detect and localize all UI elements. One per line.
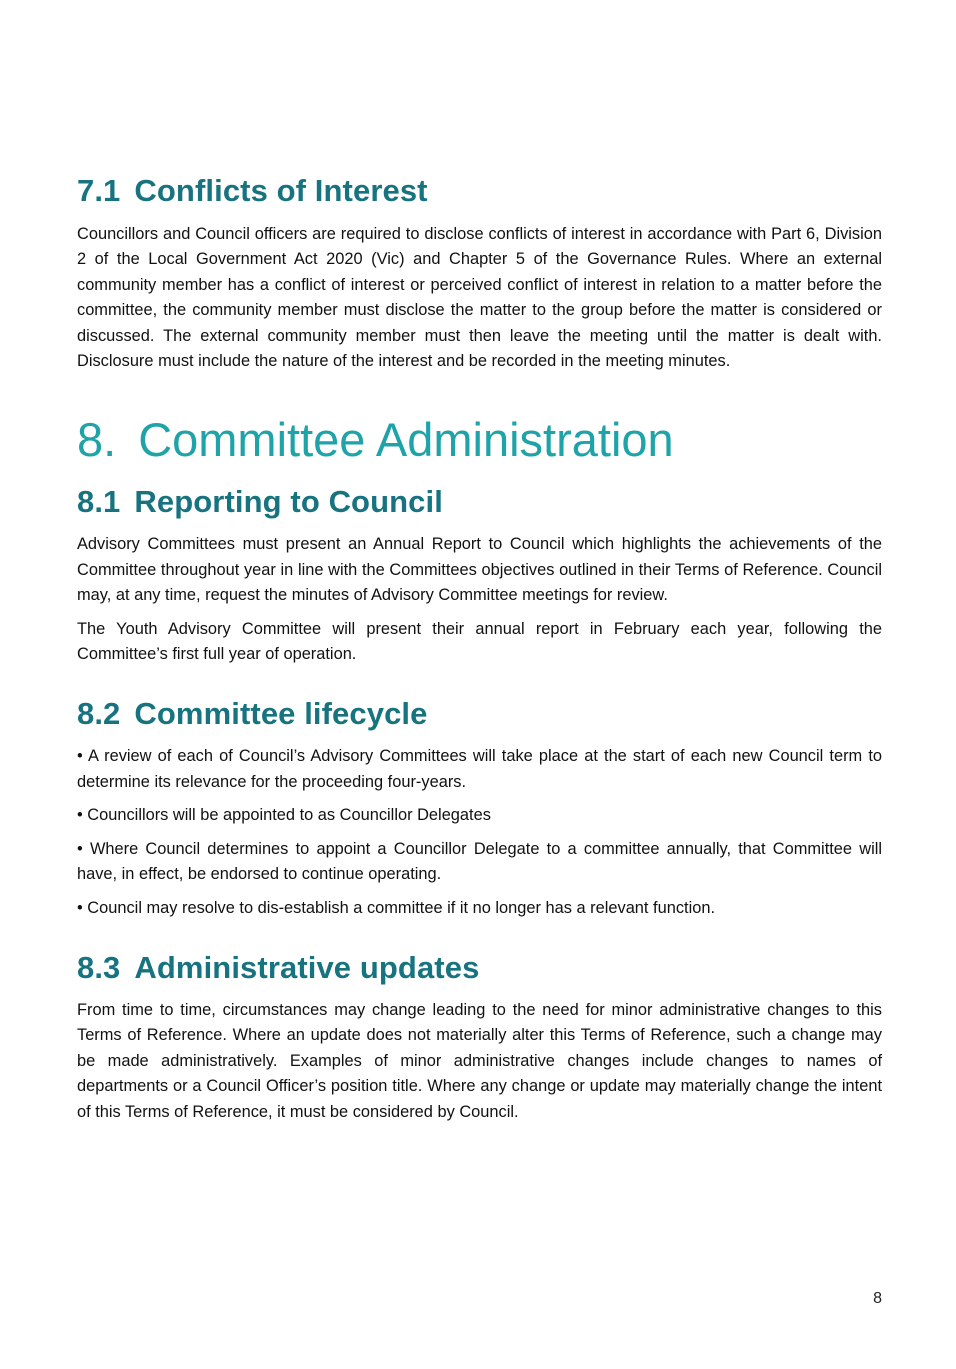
section-8-3-administrative-updates: [77, 948, 882, 1125]
bullet-item: • Councillors will be appointed to as Councillor Delegates: [77, 806, 491, 825]
paragraph: Advisory Committees must present an Annual Report to Council which highlights the achievements of the Committee throughout year in line with the Committees objectives outlined in their Terms of Reference. Council may, at any time, request the minutes of Advisory Committee meetings for review.: [77, 535, 882, 605]
bullet-item: • A review of each of Council’s Advisory Committees will take place at the start of each new Council term to determine its relevance for the proceeding four-years.: [77, 747, 882, 791]
heading-7-1: [77, 171, 882, 211]
heading-title: Reporting to Council: [134, 484, 443, 520]
heading-number: 8.1: [77, 484, 121, 520]
paragraph: From time to time, circumstances may change leading to the need for minor administrative changes to this Terms of Reference. Where an update does not materially alter this Terms of Reference, such a change may be made administratively. Examples of minor administrative changes include changes to names of departments or a Council Officer’s position title. Where any change or update may materially change the intent of this Terms of Reference, it must be considered by Council.: [77, 1000, 882, 1121]
heading-8-2: [77, 694, 882, 734]
page-content: [77, 171, 882, 1125]
paragraph: The Youth Advisory Committee will present their annual report in February each year, following the Committee’s first full year of operation.: [77, 619, 882, 664]
section-8-committee-administration: [77, 412, 882, 468]
heading-8-3: [77, 948, 882, 988]
heading-number: 7.1: [77, 173, 121, 208]
heading-title: Committee lifecycle: [134, 696, 428, 732]
heading-number: 8.: [77, 413, 117, 467]
bullet-item: • Council may resolve to dis-establish a committee if it no longer has a relevant function.: [77, 898, 715, 917]
heading-8: [77, 412, 882, 468]
heading-title: Conflicts of Interest: [134, 173, 428, 208]
heading-title: Committee Administration: [138, 413, 674, 467]
heading-title: Administrative updates: [134, 949, 480, 985]
section-7-1-conflicts-of-interest: [77, 171, 882, 374]
section-8-2-committee-lifecycle: [77, 694, 882, 920]
page-number: 8: [873, 1290, 882, 1307]
paragraph: Councillors and Council officers are required to disclose conflicts of interest in accordance with Part 6, Division 2 of the Local Government Act 2020 (Vic) and Chapter 5 of the Governance Rules. Where an external community member has a conflict of interest or perceived conflict of interest in relation to a matter before the committee, the community member must disclose the matter to the group before the matter is considered or discussed. The external community member must then leave the meeting until the matter is dealt with. Disclosure must include the nature of the interest and be recorded in the meeting minutes.: [77, 225, 882, 371]
section-8-1-reporting-to-council: [77, 482, 882, 667]
heading-8-1: [77, 482, 882, 522]
heading-number: 8.2: [77, 696, 121, 732]
bullet-item: • Where Council determines to appoint a Councillor Delegate to a committee annually, that Committee will have, in effect, be endorsed to continue operating.: [77, 839, 882, 884]
heading-number: 8.3: [77, 949, 121, 985]
bullet-list: [77, 744, 882, 920]
